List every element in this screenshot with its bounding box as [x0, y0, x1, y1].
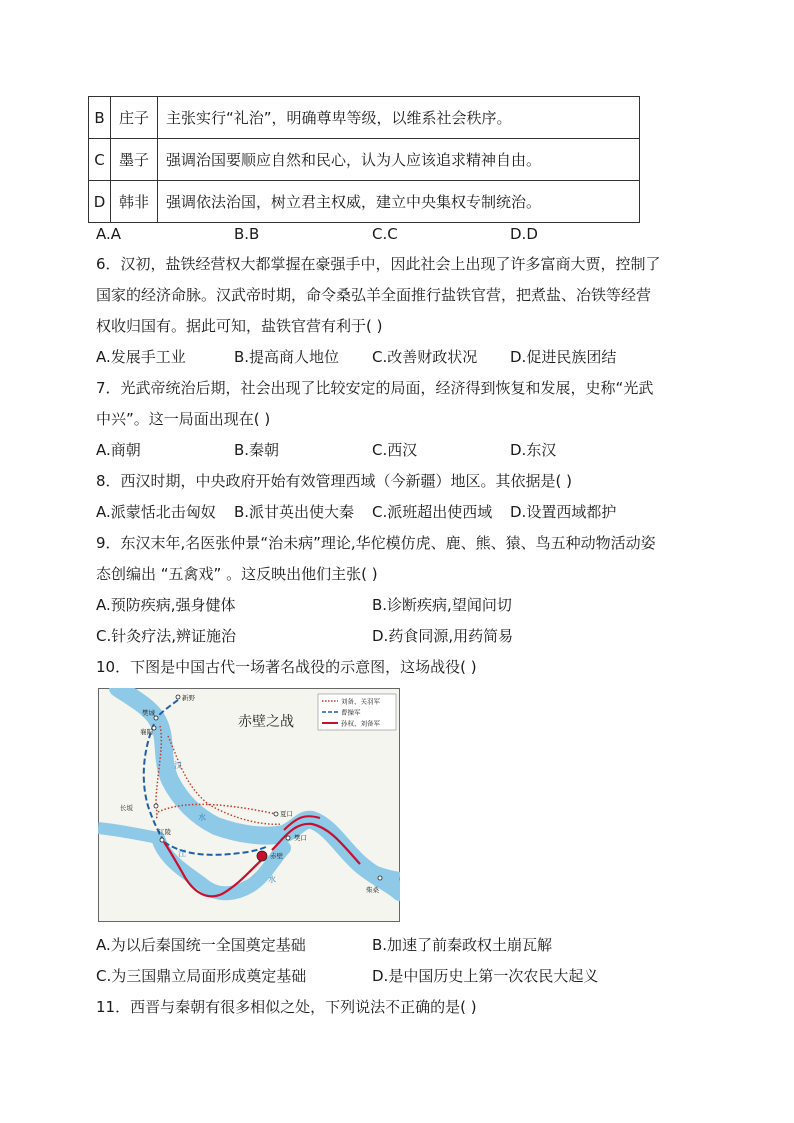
place-marker	[176, 695, 180, 699]
q6-option-d[interactable]: D.促进民族团结	[510, 348, 617, 366]
option-person: 庄子	[111, 97, 158, 139]
q9-option-d[interactable]: D.药食同源,用药简易	[372, 627, 514, 645]
option-letter: C	[89, 139, 111, 181]
q11-stem-line-1: 11．西晋与秦朝有很多相似之处，下列说法不正确的是( )	[96, 998, 477, 1016]
option-letter: B	[89, 97, 111, 139]
q6-option-a[interactable]: A.发展手工业	[96, 348, 186, 366]
q5-option-c[interactable]: C.C	[372, 225, 398, 243]
battle-map	[98, 688, 400, 922]
q7-option-d[interactable]: D.东汉	[510, 441, 557, 459]
q7-option-a[interactable]: A.商朝	[96, 441, 141, 459]
q6-stem-line-3: 权收归国有。据此可知，盐铁官营有利于( )	[96, 317, 383, 335]
river-label-han: 汉	[174, 761, 182, 770]
q7-option-b[interactable]: B.秦朝	[234, 441, 280, 459]
option-person: 韩非	[111, 181, 158, 223]
river-label-shui-1: 水	[198, 813, 206, 822]
legend-liubei: 刘备、关羽军	[341, 697, 380, 706]
options-table	[88, 96, 640, 223]
river-label-jiang: 江	[178, 849, 186, 858]
q7-stem-line-1: 7．光武帝统治后期，社会出现了比较安定的局面，经济得到恢复和发展，史称“光武	[96, 379, 654, 397]
place-chaisang: 柴桑	[366, 886, 379, 894]
q6-option-b[interactable]: B.提高商人地位	[234, 348, 340, 366]
option-text: 主张实行“礼治”，明确尊卑等级，以维系社会秩序。	[158, 97, 640, 139]
q6-stem-line-1: 6．汉初，盐铁经营权大都掌握在豪强手中，因此社会上出现了许多富商大贾，控制了	[96, 255, 661, 273]
river-label-shui-2: 水	[268, 875, 276, 884]
table-row	[89, 97, 640, 139]
place-xiangyang: 襄阳	[140, 728, 153, 736]
q9-stem-line-2: 态创编出 “五禽戏” 。这反映出他们主张( )	[96, 565, 378, 583]
q10-option-d[interactable]: D.是中国历史上第一次农民大起义	[372, 967, 599, 985]
map-title: 赤壁之战	[238, 714, 294, 730]
option-person: 墨子	[111, 139, 158, 181]
q5-option-a[interactable]: A.A	[96, 225, 122, 243]
battle-site-icon	[257, 851, 267, 861]
q9-option-b[interactable]: B.诊断疾病,望闻问切	[372, 596, 512, 614]
option-letter: D	[89, 181, 111, 223]
place-xiakou: 夏口	[280, 810, 293, 818]
q9-option-c[interactable]: C.针灸疗法,辨证施治	[96, 627, 237, 645]
place-chibi: 赤壁	[270, 852, 283, 860]
table-row	[89, 139, 640, 181]
option-text: 强调治国要顺应自然和民心，认为人应该追求精神自由。	[158, 139, 640, 181]
option-text: 强调依法治国，树立君主权威，建立中央集权专制统治。	[158, 181, 640, 223]
q8-option-a[interactable]: A.派蒙恬北击匈奴	[96, 503, 216, 521]
place-marker	[378, 876, 382, 880]
place-xinye: 新野	[182, 694, 195, 702]
place-jiangling: 江陵	[158, 828, 171, 836]
q10-stem-line-1: 10．下图是中国古代一场著名战役的示意图，这场战役( )	[96, 658, 477, 676]
q7-option-c[interactable]: C.西汉	[372, 441, 418, 459]
place-marker	[160, 838, 164, 842]
q5-option-d[interactable]: D.D	[510, 225, 538, 243]
place-marker	[274, 812, 278, 816]
q8-option-c[interactable]: C.派班超出使西域	[372, 503, 493, 521]
legend-caocao: 曹操军	[341, 708, 361, 717]
q10-option-b[interactable]: B.加速了前秦政权土崩瓦解	[372, 936, 553, 954]
place-changban: 长坂	[120, 804, 133, 812]
q10-option-a[interactable]: A.为以后秦国统一全国奠定基础	[96, 936, 306, 954]
legend-sunliu: 孙权、刘备军	[341, 719, 380, 728]
q7-stem-line-2: 中兴”。这一局面出现在( )	[96, 410, 271, 428]
q8-option-b[interactable]: B.派甘英出使大秦	[234, 503, 355, 521]
q6-option-c[interactable]: C.改善财政状况	[372, 348, 478, 366]
place-marker	[154, 804, 158, 808]
q9-option-a[interactable]: A.预防疾病,强身健体	[96, 596, 236, 614]
place-fankou: 樊口	[294, 834, 307, 842]
q10-option-c[interactable]: C.为三国鼎立局面形成奠定基础	[96, 967, 307, 985]
q5-option-b[interactable]: B.B	[234, 225, 260, 243]
table-row	[89, 181, 640, 223]
place-fancheng: 樊城	[142, 709, 155, 717]
place-marker	[286, 836, 290, 840]
q8-option-d[interactable]: D.设置西域都护	[510, 503, 617, 521]
q8-stem-line-1: 8．西汉时期，中央政府开始有效管理西域（今新疆）地区。其依据是( )	[96, 472, 573, 490]
q9-stem-line-1: 9．东汉末年,名医张仲景“治未病”理论,华佗模仿虎、鹿、熊、猿、鸟五种动物活动姿	[96, 534, 656, 552]
q6-stem-line-2: 国家的经济命脉。汉武帝时期，命令桑弘羊全面推行盐铁官营，把煮盐、冶铁等经营	[96, 286, 652, 304]
